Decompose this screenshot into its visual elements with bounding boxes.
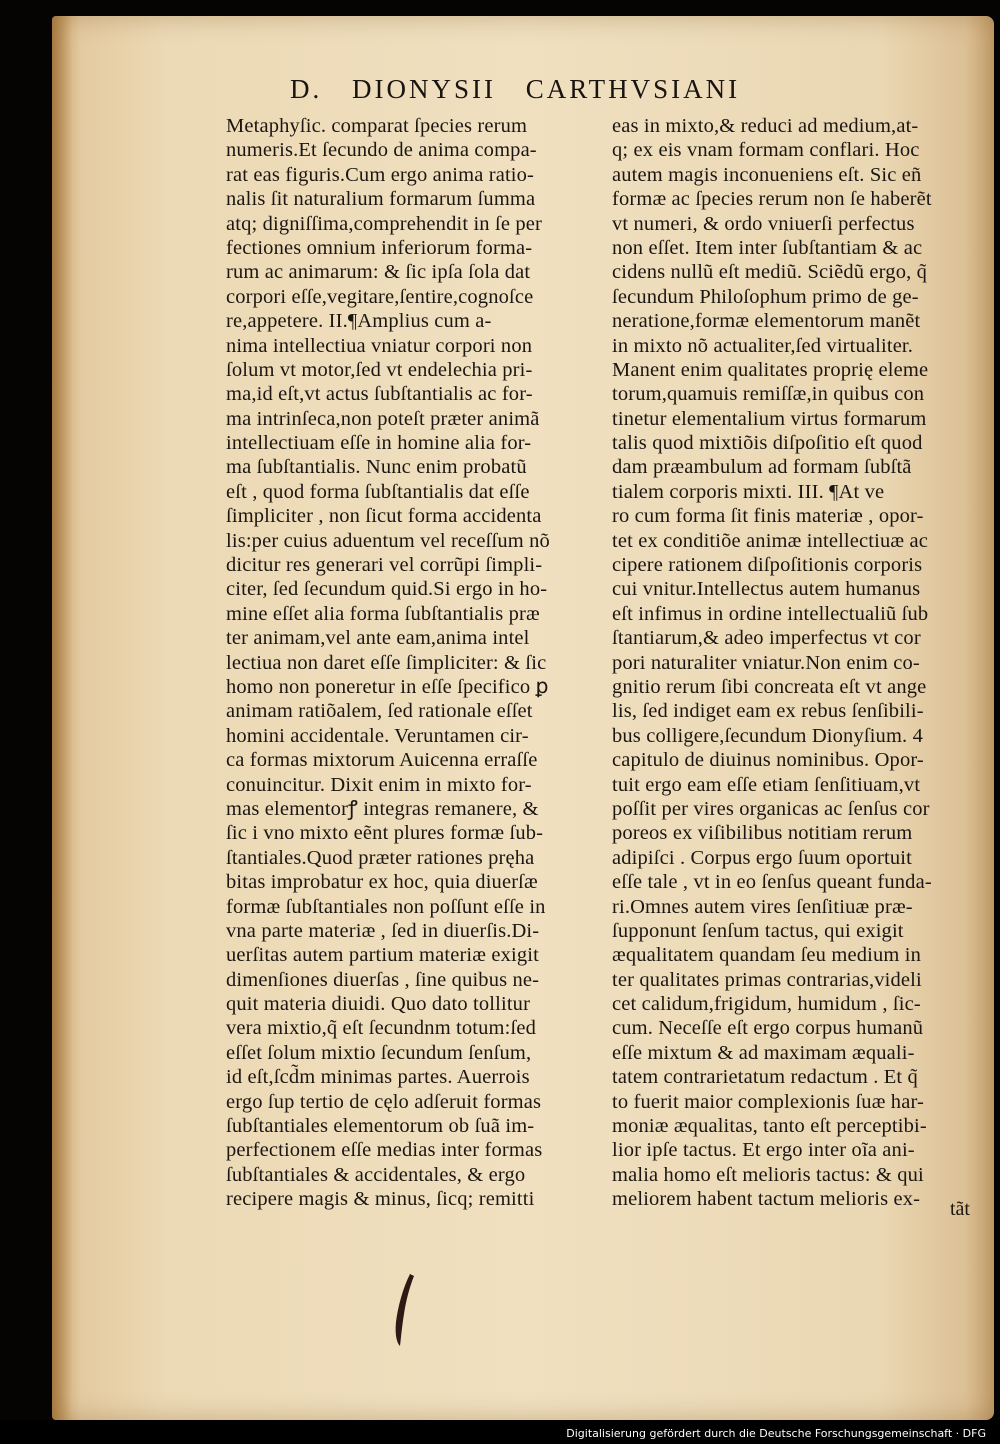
right-column-line: tatem contrarietatum redactum . Et q̃ [612,1066,918,1089]
left-column-line: ſic i vno mixto eẽnt plures formæ ſub- [226,822,544,845]
right-column-line: eas in mixto,& reduci ad medium,at- [612,115,919,137]
left-column-line: formæ ſubſtantiales non poſſunt eſſe in [226,895,546,918]
right-column-line: vt numeri, & ordo vniuerſi perfectus [612,212,915,235]
left-column-line: ter animam,vel ante eam,anima intel [226,627,530,650]
left-column-line: ſubſtantiales elementorum ob ſuã im- [226,1115,535,1138]
right-column-line: cidens nullũ eſt mediũ. Sciẽdũ ergo, q̃ [612,261,928,284]
right-column-line: autem magis inconueniens eſt. Sic eñ [612,163,922,186]
right-column-line: tinetur elementalium virtus formarum [612,407,927,430]
header-name: DIONYSII [352,74,496,104]
left-column-line: id eſt,ſcd̃m minimas partes. Auerrois [226,1066,530,1089]
left-column-line: conuincitur. Dixit enim in mixto for- [226,773,532,796]
right-column-line: lis, ſed indiget eam ex rebus ſenſibili- [612,700,924,723]
left-text-column [226,114,601,1212]
right-column-line: poſſit per vires organicas ac ſenſus cor [612,797,930,820]
left-column-line: recipere magis & minus, ſicq; remitti [226,1188,535,1211]
left-column-line: bitas improbatur ex hoc, quia diuerſæ [226,871,538,894]
left-column-line: ma,id eſt,vt actus ſubſtantialis ac for- [226,383,533,406]
left-column-line: dimenſiones diuerſas , ſine quibus ne- [226,968,540,991]
right-column-line: capitulo de diuinus nominibus. Opor- [612,749,924,772]
right-column-line: gnitio rerum ſibi concreata eſt vt ange [612,675,927,698]
left-column-line: homini accidentale. Veruntamen cir- [226,724,529,747]
left-column-line: ma intrinſeca,non poteſt præter animã [226,407,540,430]
right-column-line: Manent enim qualitates proprię eleme [612,358,929,381]
header-surname: CARTHVSIANI [525,74,741,104]
right-column-line: neratione,formæ elementorum manẽt [612,310,921,333]
right-text-column [612,114,984,1212]
right-column-line: tet ex conditiõe animæ intellectiuæ ac [612,529,928,552]
left-column-line: intellectiuam eſſe in homine alia for- [226,432,532,455]
left-column-line: dicitur res generari vel corrũpi ſimpli- [226,554,543,577]
footer-bar [0,1420,1000,1444]
left-column-line: ſolum vt motor,ſed vt endelechia pri- [226,358,533,381]
right-column-line: malia homo eſt melioris tactus: & qui [612,1163,924,1186]
right-column-line: torum,quamuis remiſſæ,in quibus con [612,383,925,406]
right-column-line: meliorem habent tactum melioris ex- [612,1188,921,1211]
left-column-line: rat eas figuris.Cum ergo anima ratio- [226,163,535,186]
running-header [290,74,850,105]
left-column-line: fectiones omnium inferiorum forma- [226,236,533,259]
right-column-line: ri.Omnes autem vires ſenſitiuæ præ- [612,895,913,918]
catchword: tãt [950,1198,970,1220]
right-column-line: to fuerit maior complexionis ſuæ har- [612,1090,924,1113]
right-column-line: ſupponunt ſenſum tactus, qui exigit [612,919,904,942]
left-column-line: mas elementorꝭ integras remanere, & [226,797,539,820]
right-column-line: q; ex eis vnam formam conflari. Hoc [612,139,920,162]
right-column-line: tialem corporis mixti. III. ¶At ve [612,480,885,503]
right-column-line: cipere rationem diſpoſitionis corporis [612,554,923,577]
right-column-line: dam præambulum ad formam ſubſtã [612,456,912,479]
digitization-credit: Digitalisierung gefördert durch die Deutsche Forschungsgemeinschaft · DFG [566,1427,986,1440]
right-column-line: formæ ac ſpecies rerum non ſe haberẽt [612,188,932,211]
right-column-line: cet calidum,frigidum, humidum , ſic- [612,993,921,1016]
right-column-line: talis quod mixtiõis diſpoſitio eſt quod [612,432,923,455]
right-column-line: æqualitatem quandam ſeu medium in [612,944,921,967]
right-column-line: ſtantiarum,& adeo imperfectus vt cor [612,627,921,650]
left-column-line: ſubſtantiales & accidentales, & ergo [226,1163,526,1186]
right-column-line: poreos ex viſibilibus notitiam rerum [612,822,913,845]
right-column-line: ſecundum Philoſophum primo de ge- [612,285,919,308]
left-column-line: citer, ſed ſecundum quid.Si ergo in ho- [226,578,548,601]
left-column-line: homo non poneretur in eſſe ſpecifico ꝑ [226,675,549,698]
right-column-line: bus colligere,ſecundum Dionyſium. 4 [612,724,923,747]
left-column-line: numeris.Et ſecundo de anima compa- [226,139,537,162]
right-column-line: adipiſci . Corpus ergo ſuum oportuit [612,846,912,869]
left-column-line: rum ac animarum: & ſic ipſa ſola dat [226,261,531,284]
left-column-line: vna parte materiæ , ſed in diuerſis.Di- [226,919,540,942]
left-column-line: lectiua non daret eſſe ſimpliciter: & ſic [226,651,547,674]
left-column-line: vera mixtio,q̃ eſt ſecundnm totum:ſed [226,1017,536,1040]
right-column-line: eſſe tale , vt in eo ſenſus queant funda- [612,871,932,894]
right-column-line: lior ipſe tactus. Et ergo inter oĩa ani- [612,1139,915,1162]
left-column-line: re,appetere. II.¶Amplius cum a- [226,310,492,333]
left-column-line: mine eſſet alia forma ſubſtantialis præ [226,602,540,625]
left-column-line: eſſet ſolum mixtio ſecundum ſenſum, [226,1041,532,1064]
left-column-line: ſimpliciter , non ſicut forma accidenta [226,505,542,528]
left-column-line: atq; digniſſima,comprehendit in ſe per [226,212,542,235]
left-column-line: nima intellectiua vniatur corpori non [226,334,533,357]
right-column-line: ter qualitates primas contrarias,videli [612,968,922,991]
right-column-line: ro cum forma ſit finis materiæ , opor- [612,505,924,528]
right-column-line: tuit ergo eam eſſe etiam ſenſitiuam,vt [612,773,921,796]
right-column-line: cum. Neceſſe eſt ergo corpus humanũ [612,1017,924,1040]
header-initial: D. [290,74,323,104]
right-column-line: eſt infimus in ordine intellectualiũ ſub [612,602,929,625]
left-column-line: uerſitas autem partium materiæ exigit [226,944,539,967]
left-column-line: perfectionem eſſe medias inter formas [226,1139,543,1162]
left-column-line: corpori eſſe,vegitare,ſentire,cognoſce [226,285,534,308]
right-column-line: moniæ æqualitas, tanto eſt perceptibi- [612,1115,927,1138]
left-column-line: quit materia diuidi. Quo dato tollitur [226,993,531,1016]
ink-stroke-mark [390,1270,420,1350]
left-column-line: Metaphyſic. comparat ſpecies rerum [226,115,528,137]
left-column-line: lis:per cuius aduentum vel receſſum nõ [226,529,550,552]
right-column-line: in mixto nõ actualiter,ſed virtualiter. [612,334,914,357]
right-column-line: cui vnitur.Intellectus autem humanus [612,578,921,601]
left-column-line: ergo ſup tertio de cęlo adſeruit formas [226,1090,542,1113]
right-column-line: eſſe mixtum & ad maximam æquali- [612,1041,915,1064]
right-column-line: non eſſet. Item inter ſubſtantiam & ac [612,236,923,259]
left-column-line: ſtantiales.Quod præter rationes pręha [226,846,535,869]
left-column-line: nalis ſit naturalium formarum ſumma [226,188,536,211]
left-column-line: animam ratiõalem, ſed rationale eſſet [226,700,533,723]
left-column-line: ma ſubſtantialis. Nunc enim probatũ [226,456,527,479]
right-column-line: pori naturaliter vniatur.Non enim co- [612,651,920,674]
left-column-line: ca formas mixtorum Auicenna erraſſe [226,749,538,772]
left-column-line: eſt , quod forma ſubſtantialis dat eſſe [226,480,530,503]
